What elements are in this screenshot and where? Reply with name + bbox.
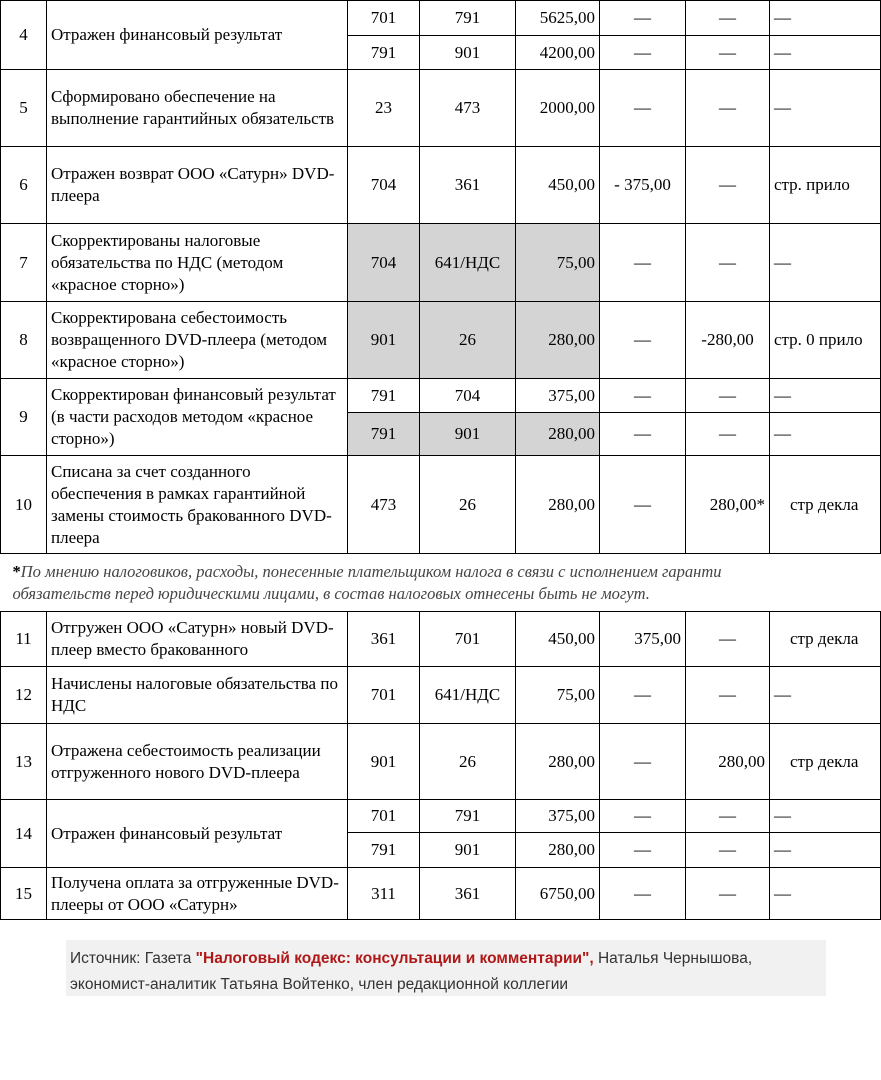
tax-cell-2: — bbox=[686, 612, 770, 667]
tax-cell-1: — bbox=[600, 724, 686, 800]
tax-cell-1: — bbox=[600, 868, 686, 920]
operation-description: Отражена себестоимость реализации отгруженного нового DVD-плеера bbox=[47, 724, 348, 800]
tax-cell-2: — bbox=[686, 667, 770, 724]
operation-description: Скорректированы налоговые обязательства по НДС (методом «красное сторно») bbox=[47, 224, 348, 302]
tax-cell-2: — bbox=[686, 70, 770, 147]
amount: 280,00 bbox=[516, 456, 600, 554]
amount: 450,00 bbox=[516, 612, 600, 667]
debit-account: 361 bbox=[348, 612, 420, 667]
debit-account: 901 bbox=[348, 724, 420, 800]
tax-cell-3: — bbox=[770, 833, 881, 868]
tax-cell-1: — bbox=[600, 379, 686, 413]
amount: 280,00 bbox=[516, 302, 600, 379]
amount: 5625,00 bbox=[516, 1, 600, 36]
amount: 375,00 bbox=[516, 379, 600, 413]
tax-cell-3: — bbox=[770, 70, 881, 147]
tax-cell-3: — bbox=[770, 224, 881, 302]
amount: 75,00 bbox=[516, 667, 600, 724]
tax-cell-2: -280,00 bbox=[686, 302, 770, 379]
footnote-row bbox=[1, 554, 881, 612]
footnote bbox=[1, 554, 881, 612]
credit-account: 791 bbox=[420, 800, 516, 833]
credit-account: 791 bbox=[420, 1, 516, 36]
table-row bbox=[1, 724, 881, 800]
tax-cell-2: — bbox=[686, 147, 770, 224]
source-prefix: Источник: Газета bbox=[70, 950, 196, 967]
amount: 2000,00 bbox=[516, 70, 600, 147]
debit-account: 791 bbox=[348, 833, 420, 868]
debit-account: 311 bbox=[348, 868, 420, 920]
amount: 4200,00 bbox=[516, 36, 600, 70]
tax-cell-3: — bbox=[770, 36, 881, 70]
tax-cell-3: — bbox=[770, 413, 881, 456]
debit-account: 704 bbox=[348, 224, 420, 302]
credit-account: 901 bbox=[420, 413, 516, 456]
credit-account: 641/НДС bbox=[420, 667, 516, 724]
tax-cell-1: — bbox=[600, 667, 686, 724]
row-number: 4 bbox=[1, 1, 47, 70]
operation-description: Списана за счет созданного обеспечения в рамках гарантийной замены стоимость бракованного DVD-плеера bbox=[47, 456, 348, 554]
debit-account: 23 bbox=[348, 70, 420, 147]
table-row bbox=[1, 224, 881, 302]
tax-cell-2: — bbox=[686, 1, 770, 36]
debit-account: 701 bbox=[348, 1, 420, 36]
tax-cell-3: стр декла bbox=[770, 612, 881, 667]
source-citation bbox=[66, 940, 826, 996]
table-row bbox=[1, 147, 881, 224]
credit-account: 361 bbox=[420, 147, 516, 224]
table-row bbox=[1, 612, 881, 667]
row-number: 15 bbox=[1, 868, 47, 920]
tax-cell-1: — bbox=[600, 800, 686, 833]
debit-account: 791 bbox=[348, 413, 420, 456]
row-number: 9 bbox=[1, 379, 47, 456]
row-number: 5 bbox=[1, 70, 47, 147]
debit-account: 473 bbox=[348, 456, 420, 554]
debit-account: 791 bbox=[348, 36, 420, 70]
tax-cell-1: — bbox=[600, 302, 686, 379]
amount: 280,00 bbox=[516, 833, 600, 868]
tax-cell-1: — bbox=[600, 1, 686, 36]
tax-cell-3: — bbox=[770, 379, 881, 413]
tax-cell-1: - 375,00 bbox=[600, 147, 686, 224]
operation-description: Скорректирована себестоимость возвращенного DVD-плеера (методом «красное сторно») bbox=[47, 302, 348, 379]
credit-account: 473 bbox=[420, 70, 516, 147]
operation-description: Отражен возврат ООО «Сатурн» DVD-плеера bbox=[47, 147, 348, 224]
tax-cell-3: — bbox=[770, 868, 881, 920]
source-title-link[interactable]: "Налоговый кодекс: консультации и комментарии", bbox=[195, 950, 594, 967]
tax-cell-2: 280,00* bbox=[686, 456, 770, 554]
operation-description: Сформировано обеспечение на выполнение гарантийных обязательств bbox=[47, 70, 348, 147]
row-number: 8 bbox=[1, 302, 47, 379]
row-number: 12 bbox=[1, 667, 47, 724]
credit-account: 26 bbox=[420, 724, 516, 800]
tax-cell-2: — bbox=[686, 224, 770, 302]
table-row bbox=[1, 379, 881, 413]
debit-account: 701 bbox=[348, 667, 420, 724]
debit-account: 901 bbox=[348, 302, 420, 379]
tax-cell-2: — bbox=[686, 868, 770, 920]
row-number: 14 bbox=[1, 800, 47, 868]
tax-cell-1: — bbox=[600, 833, 686, 868]
operation-description: Отражен финансовый результат bbox=[47, 800, 348, 868]
tax-cell-3: стр декла bbox=[770, 456, 881, 554]
credit-account: 901 bbox=[420, 833, 516, 868]
row-number: 6 bbox=[1, 147, 47, 224]
tax-cell-1: — bbox=[600, 36, 686, 70]
tax-cell-2: — bbox=[686, 800, 770, 833]
row-number: 13 bbox=[1, 724, 47, 800]
credit-account: 701 bbox=[420, 612, 516, 667]
credit-account: 704 bbox=[420, 379, 516, 413]
footnote-line-2: обязательств перед юридическими лицами, в состав налоговых отнесены быть не могут. bbox=[12, 583, 650, 603]
amount: 75,00 bbox=[516, 224, 600, 302]
tax-cell-1: — bbox=[600, 456, 686, 554]
tax-cell-1: 375,00 bbox=[600, 612, 686, 667]
tax-cell-2: 280,00 bbox=[686, 724, 770, 800]
tax-cell-1: — bbox=[600, 224, 686, 302]
debit-account: 701 bbox=[348, 800, 420, 833]
tax-cell-3: — bbox=[770, 667, 881, 724]
tax-cell-2: — bbox=[686, 413, 770, 456]
table-row bbox=[1, 1, 881, 36]
source-authors-1: Наталья Чернышова, bbox=[593, 950, 753, 967]
tax-cell-1: — bbox=[600, 70, 686, 147]
credit-account: 361 bbox=[420, 868, 516, 920]
table-row bbox=[1, 667, 881, 724]
operation-description: Получена оплата за отгруженные DVD-плееры от ООО «Сатурн» bbox=[47, 868, 348, 920]
table-row bbox=[1, 800, 881, 833]
row-number: 10 bbox=[1, 456, 47, 554]
tax-cell-3: стр. 0 прило bbox=[770, 302, 881, 379]
credit-account: 26 bbox=[420, 302, 516, 379]
table-row bbox=[1, 456, 881, 554]
row-number: 7 bbox=[1, 224, 47, 302]
credit-account: 901 bbox=[420, 36, 516, 70]
amount: 6750,00 bbox=[516, 868, 600, 920]
tax-cell-1: — bbox=[600, 413, 686, 456]
amount: 375,00 bbox=[516, 800, 600, 833]
operation-description: Скорректирован финансовый результат (в части расходов методом «красное сторно») bbox=[47, 379, 348, 456]
tax-cell-3: стр декла bbox=[770, 724, 881, 800]
tax-cell-2: — bbox=[686, 833, 770, 868]
operation-description: Отгружен ООО «Сатурн» новый DVD-плеер вместо бракованного bbox=[47, 612, 348, 667]
operation-description: Начислены налоговые обязательства по НДС bbox=[47, 667, 348, 724]
credit-account: 641/НДС bbox=[420, 224, 516, 302]
tax-cell-2: — bbox=[686, 36, 770, 70]
amount: 280,00 bbox=[516, 413, 600, 456]
footnote-star: * bbox=[12, 561, 21, 581]
debit-account: 791 bbox=[348, 379, 420, 413]
amount: 280,00 bbox=[516, 724, 600, 800]
row-number: 11 bbox=[1, 612, 47, 667]
amount: 450,00 bbox=[516, 147, 600, 224]
debit-account: 704 bbox=[348, 147, 420, 224]
source-authors-2: экономист-аналитик Татьяна Войтенко, член редакционной коллегии bbox=[70, 976, 569, 993]
tax-cell-3: стр. прило bbox=[770, 147, 881, 224]
table-row bbox=[1, 70, 881, 147]
operation-description: Отражен финансовый результат bbox=[47, 1, 348, 70]
footnote-line-1: По мнению налоговиков, расходы, понесенные плательщиком налога в связи с исполнением гаранти bbox=[20, 561, 722, 581]
tax-cell-3: — bbox=[770, 1, 881, 36]
tax-cell-3: — bbox=[770, 800, 881, 833]
table-row bbox=[1, 868, 881, 920]
credit-account: 26 bbox=[420, 456, 516, 554]
table-row bbox=[1, 302, 881, 379]
tax-cell-2: — bbox=[686, 379, 770, 413]
